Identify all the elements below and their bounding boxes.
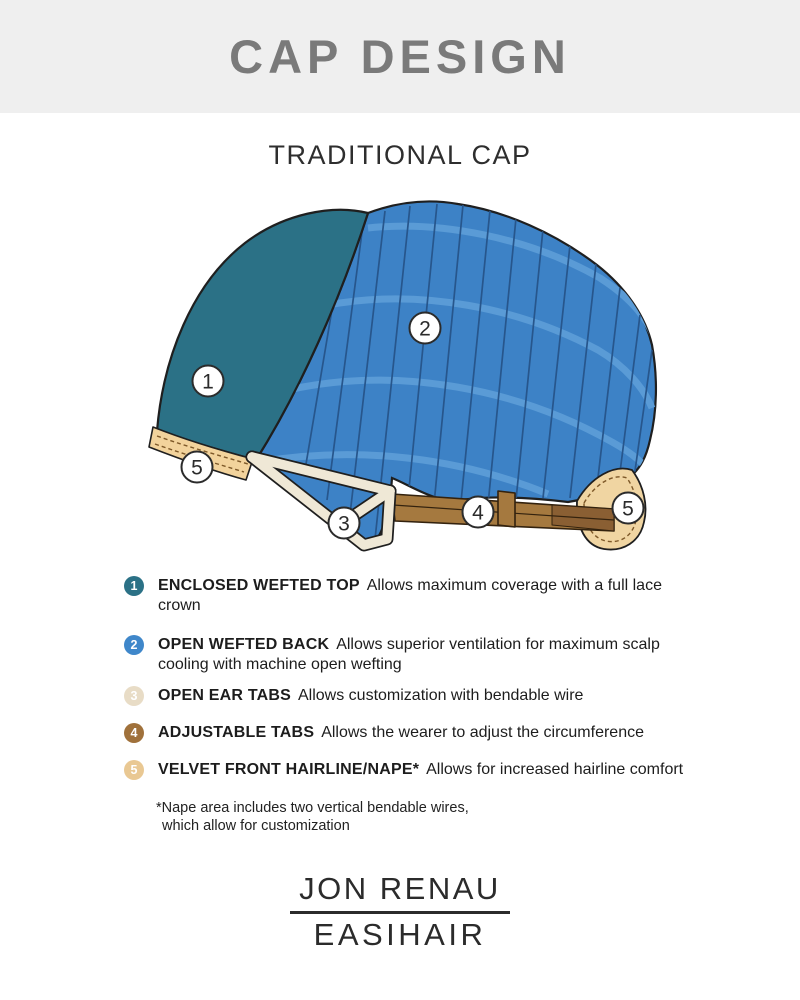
callout-2-label: 2 xyxy=(419,317,431,341)
footnote-line-1: *Nape area includes two vertical bendable wires, xyxy=(156,800,469,816)
callout-1-label: 1 xyxy=(202,370,214,394)
legend-num-2 xyxy=(124,635,144,655)
callout-1 xyxy=(193,366,224,397)
subtitle: TRADITIONAL CAP xyxy=(268,140,532,170)
legend-title-3: OPEN EAR TABS xyxy=(158,687,291,704)
callout-5-front-label: 5 xyxy=(191,456,203,480)
logo-easihair: EASIHAIR xyxy=(313,916,487,952)
legend-item-open-wefted-back xyxy=(124,635,724,674)
nape-footnote xyxy=(156,799,469,835)
legend-desc-5: Allows for increased hairline comfort xyxy=(426,761,684,778)
legend-num-2-text: 2 xyxy=(130,638,138,652)
legend-num-3 xyxy=(124,686,144,706)
callout-4-label: 4 xyxy=(472,501,484,525)
legend-num-1-text: 1 xyxy=(130,579,138,593)
callout-5-nape-label: 5 xyxy=(622,497,634,521)
legend-desc-1: Allows maximum coverage with a full lace crown xyxy=(158,577,662,614)
legend-title-4: ADJUSTABLE TABS xyxy=(158,724,315,741)
callout-3 xyxy=(329,508,360,539)
legend-title-1: ENCLOSED WEFTED TOP xyxy=(158,577,360,594)
legend-item-adjustable-tabs xyxy=(124,723,724,743)
logo-divider xyxy=(290,911,510,914)
legend-num-5 xyxy=(124,760,144,780)
logo-jon-renau: JON RENAU xyxy=(299,871,501,906)
legend-item-enclosed-wefted-top xyxy=(124,576,724,615)
callout-5-nape xyxy=(613,493,644,524)
callout-2 xyxy=(410,313,441,344)
legend-desc-4: Allows the wearer to adjust the circumference xyxy=(321,724,644,741)
legend-item-velvet-front-hairline xyxy=(124,760,724,780)
legend-num-4 xyxy=(124,723,144,743)
legend-num-3-text: 3 xyxy=(130,689,138,703)
callout-3-label: 3 xyxy=(338,512,350,536)
legend-item-open-ear-tabs xyxy=(124,686,724,706)
footnote-line-2: which allow for customization xyxy=(162,818,350,834)
page-title: CAP DESIGN xyxy=(229,30,571,83)
callout-4 xyxy=(463,497,494,528)
legend-title-2: OPEN WEFTED BACK xyxy=(158,636,330,653)
legend-title-5: VELVET FRONT HAIRLINE/NAPE* xyxy=(158,761,420,778)
legend-desc-3: Allows customization with bendable wire xyxy=(297,687,584,704)
callout-5-front xyxy=(182,452,213,483)
strap-buckle xyxy=(498,491,515,527)
legend-num-1 xyxy=(124,576,144,596)
legend-num-5-text: 5 xyxy=(130,763,138,777)
brand-logo xyxy=(0,871,800,953)
legend-num-4-text: 4 xyxy=(130,726,138,740)
legend-desc-2: Allows superior ventilation for maximum scalp cooling with machine open wefting xyxy=(158,636,660,673)
